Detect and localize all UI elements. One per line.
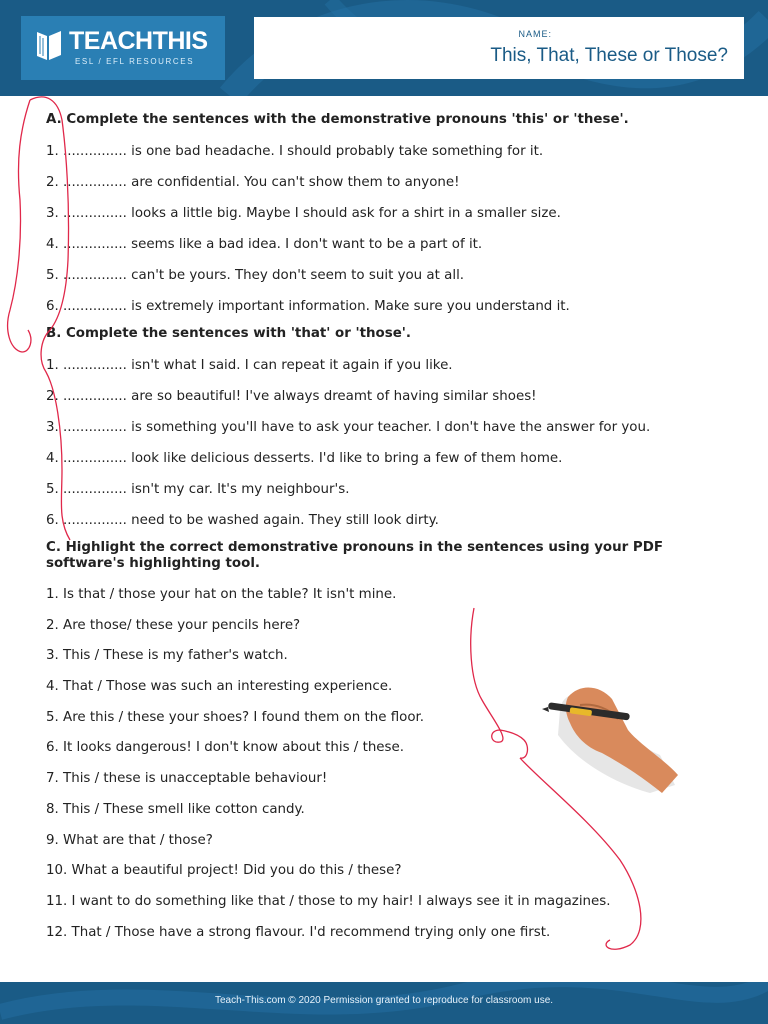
section-b-item: 3. ............... is something you'll have to ask your teacher. I don't have the answer for you.	[46, 420, 651, 435]
section-c-item: 8. This / These smell like cotton candy.	[46, 801, 305, 817]
section-c-item: 4. That / Those was such an interesting experience.	[46, 679, 393, 695]
section-a-heading: A. Complete the sentences with the demonstrative pronouns 'this' or 'these'.	[46, 112, 629, 127]
section-c-item: 9. What are that / those?	[46, 832, 213, 848]
copyright-notice: Teach-This.com © 2020 Permission granted to reproduce for classroom use.	[214, 995, 554, 1006]
section-b-item: 4. ............... look like delicious desserts. I'd like to bring a few of them home.	[46, 451, 563, 466]
section-a-item: 4. ............... seems like a bad idea. I don't want to be a part of it.	[46, 237, 483, 252]
teachthis-logo	[21, 16, 225, 80]
logo-wordmark: TEACHTHIS	[69, 27, 208, 55]
logo-tagline: ESL / EFL RESOURCES	[75, 57, 195, 66]
section-b-item: 1. ............... isn't what I said. I can repeat it again if you like.	[46, 358, 453, 373]
section-a-item: 2. ............... are confidential. You can't show them to anyone!	[46, 175, 460, 190]
section-c-item: 7. This / these is unacceptable behaviour!	[46, 771, 328, 787]
section-c-item: 3. This / These is my father's watch.	[46, 648, 288, 664]
section-a-item: 3. ............... looks a little big. Maybe I should ask for a shirt in a smaller size.	[46, 206, 561, 221]
section-a-item: 5. ............... can't be yours. They don't seem to suit you at all.	[46, 268, 465, 283]
page-header	[0, 0, 768, 96]
name-box	[254, 17, 744, 79]
section-c-item: 12. That / Those have a strong flavour. I'd recommend trying only one first.	[46, 924, 551, 940]
section-b-item: 5. ............... isn't my car. It's my neighbour's.	[46, 482, 350, 497]
section-b-item: 2. ............... are so beautiful! I've always dreamt of having similar shoes!	[46, 389, 537, 404]
section-b-heading: B. Complete the sentences with 'that' or 'those'.	[46, 326, 411, 341]
section-c-item: 1. Is that / those your hat on the table? It isn't mine.	[46, 587, 397, 602]
section-c-heading: C. Highlight the correct demonstrative pronouns in the sentences using your PDF software's highlighting tool.	[46, 540, 663, 571]
section-c-item: 6. It looks dangerous! I don't know about this / these.	[46, 740, 405, 756]
page-footer	[0, 982, 768, 1024]
hand-with-pen-illustration	[540, 675, 680, 800]
name-label: NAME:	[518, 29, 552, 39]
book-logo-icon	[33, 28, 65, 62]
section-b-item: 6. ............... need to be washed again. They still look dirty.	[46, 513, 439, 528]
section-c-item: 11. I want to do something like that / those to my hair! I always see it in magazines.	[46, 893, 611, 909]
section-a-item: 1. ............... is one bad headache. I should probably take something for it.	[46, 144, 544, 159]
worksheet-content	[46, 112, 726, 948]
section-c-item: 5. Are this / these your shoes? I found them on the floor.	[46, 709, 425, 725]
section-c-item: 10. What a beautiful project! Did you do this / these?	[46, 863, 402, 879]
worksheet-title: This, That, These or Those?	[490, 45, 728, 66]
section-a-item: 6. ............... is extremely important information. Make sure you understand it.	[46, 299, 570, 314]
section-c-item: 2. Are those/ these your pencils here?	[46, 617, 301, 633]
